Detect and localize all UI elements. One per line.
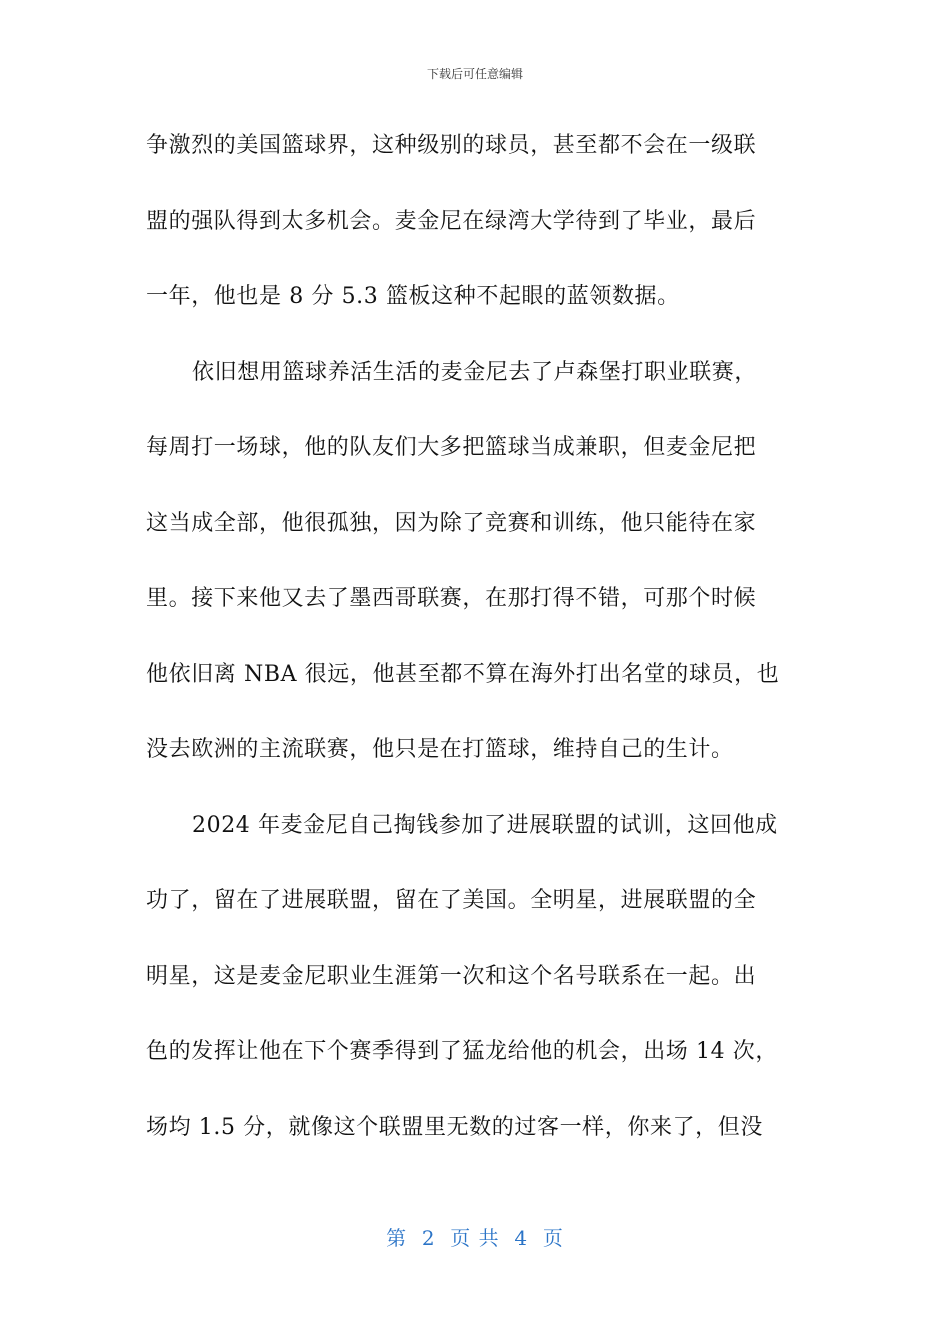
text-line: 争激烈的美国篮球界，这种级别的球员，甚至都不会在一级联	[146, 133, 757, 158]
text-line: 一年，他也是 8 分 5.3 篮板这种不起眼的蓝领数据。	[146, 284, 680, 309]
document-body	[146, 124, 796, 1181]
page-number-footer: 第 2 页 共 4 页	[386, 1226, 564, 1250]
text-line: 里。接下来他又去了墨西哥联赛，在那打得不错，可那个时候	[146, 586, 757, 611]
text-line: 色的发挥让他在下个赛季得到了猛龙给他的机会，出场 14 次，	[146, 1039, 778, 1064]
text-line: 场均 1.5 分，就像这个联盟里无数的过客一样，你来了，但没	[146, 1114, 763, 1140]
text-line: 没去欧洲的主流联赛，他只是在打篮球，维持自己的生计。	[146, 737, 734, 762]
text-line: 这当成全部，他很孤独，因为除了竞赛和训练，他只能待在家	[146, 510, 757, 536]
text-line: 依旧想用篮球养活生活的麦金尼去了卢森堡打职业联赛，	[192, 359, 758, 385]
text-line: 明星，这是麦金尼职业生涯第一次和这个名号联系在一起。出	[146, 963, 757, 989]
text-line: 每周打一场球，他的队友们大多把篮球当成兼职，但麦金尼把	[146, 435, 757, 460]
text-line: 他依旧离 NBA 很远，他甚至都不算在海外打出名堂的球员，也	[146, 661, 780, 687]
page-header-note: 下载后可任意编辑	[426, 67, 523, 81]
text-line: 盟的强队得到太多机会。麦金尼在绿湾大学待到了毕业，最后	[146, 208, 757, 234]
text-line: 功了，留在了进展联盟，留在了美国。全明星，进展联盟的全	[146, 888, 757, 913]
text-line: 2024 年麦金尼自己掏钱参加了进展联盟的试训，这回他成	[192, 812, 778, 838]
